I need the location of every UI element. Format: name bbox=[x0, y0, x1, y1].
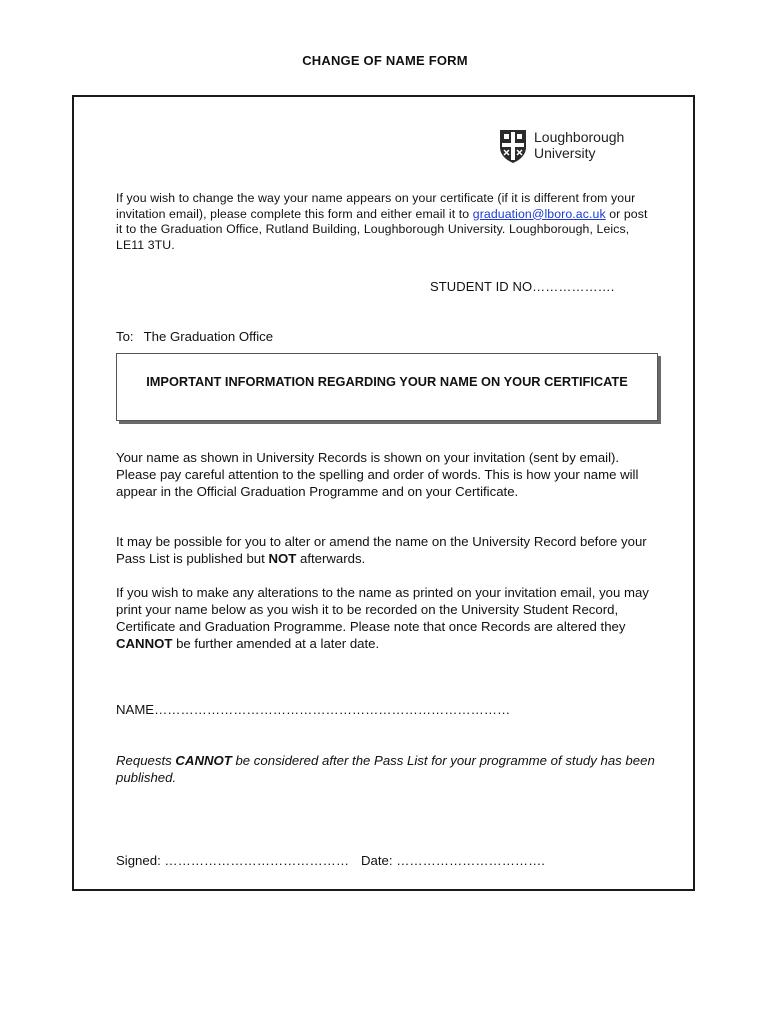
p2-text-start: It may be possible for you to alter or amend the name on the University Record before your Pass List is published but bbox=[116, 534, 647, 566]
signature-line bbox=[116, 853, 545, 868]
p2-text-end: afterwards. bbox=[296, 551, 366, 566]
signed-field[interactable]: Signed: …………………………………… bbox=[116, 853, 350, 868]
important-notice-box bbox=[116, 353, 658, 421]
p2-emphasis: NOT bbox=[268, 551, 297, 566]
paragraph-alterations bbox=[116, 584, 656, 652]
p3-text-end: be further amended at a later date. bbox=[172, 636, 380, 651]
p3-text-start: If you wish to make any alterations to the name as printed on your invitation email, you may print your name below as you wish it to be recorded on the University Student Record, Certificate and Graduation Programme. Please note that once Records are altered they bbox=[116, 585, 649, 634]
to-recipient: The Graduation Office bbox=[143, 329, 274, 344]
paragraph-name-records: Your name as shown in University Records is shown on your invitation (sent by email). Please pay careful attention to the spelling and order of words. This is how your name will appear in the Official Graduation Programme and on your Certificate. bbox=[116, 450, 639, 499]
university-logo bbox=[498, 128, 648, 168]
to-label: To: bbox=[116, 329, 134, 344]
university-crest-icon bbox=[498, 128, 528, 164]
logo-wordmark bbox=[534, 129, 624, 161]
warning-text-end: be considered after the Pass List for your programme of study has been published. bbox=[116, 753, 655, 785]
name-field[interactable]: NAME……………………………………………………………………… bbox=[116, 702, 511, 717]
paragraph-amend-timing bbox=[116, 533, 656, 567]
page-title: CHANGE OF NAME FORM bbox=[302, 53, 468, 68]
deadline-warning bbox=[116, 752, 656, 786]
notice-title: IMPORTANT INFORMATION REGARDING YOUR NAME ON YOUR CERTIFICATE bbox=[146, 374, 628, 389]
logo-line-2: University bbox=[534, 145, 596, 161]
p3-emphasis: CANNOT bbox=[116, 636, 173, 651]
intro-text-start: If you wish to change the way your name appears on your certificate (if it is different from your invitation email), please complete this form and either email it to bbox=[116, 191, 636, 221]
to-line bbox=[116, 329, 273, 344]
warning-text-start: Requests bbox=[116, 753, 176, 768]
intro-text-end: or post it to the Graduation Office, Rutland Building, Loughborough University. Loughborough, Leics, LE11 3TU. bbox=[116, 206, 648, 252]
date-field[interactable]: Date: ……………………………. bbox=[361, 853, 545, 868]
student-id-field[interactable]: STUDENT ID NO………………. bbox=[430, 279, 615, 294]
intro-paragraph bbox=[116, 191, 656, 253]
email-link[interactable]: graduation@lboro.ac.uk bbox=[472, 206, 606, 221]
warning-emphasis: CANNOT bbox=[175, 753, 232, 768]
logo-line-1: Loughborough bbox=[534, 129, 625, 145]
